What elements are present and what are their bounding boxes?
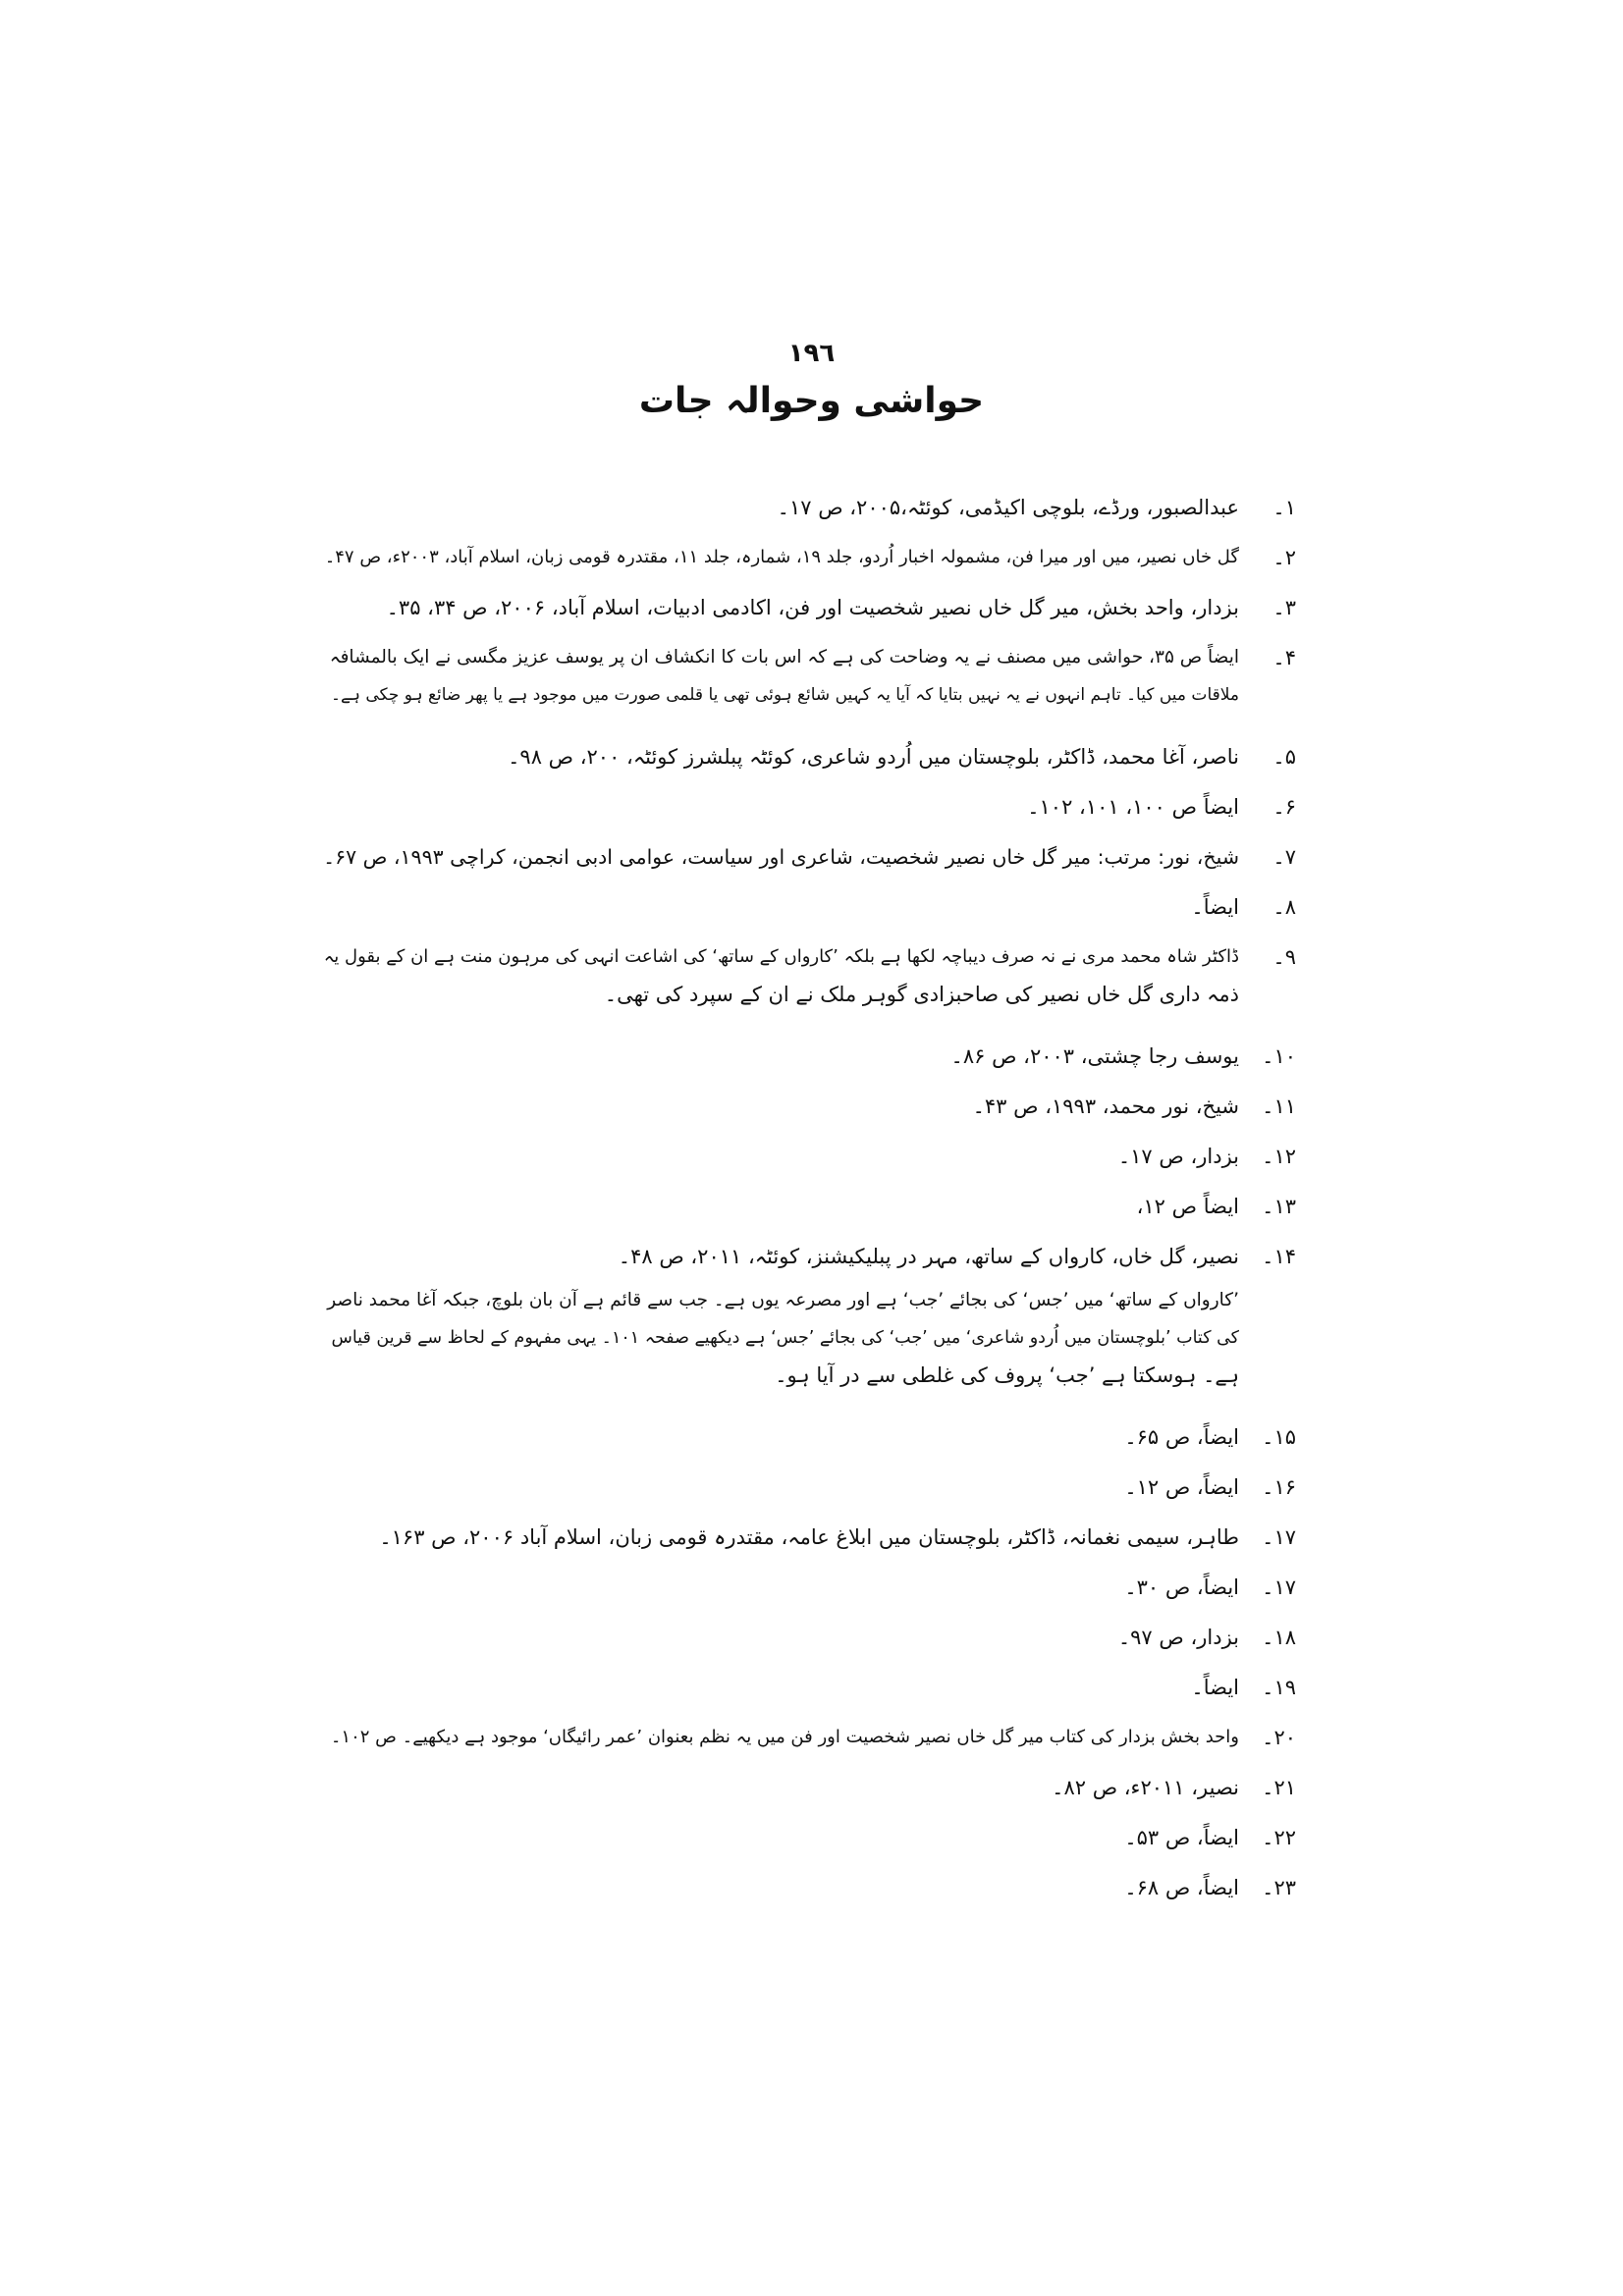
note-text-line: ملاقات میں کیا۔ تاہم انہوں نے یہ نہیں بتایا کہ آیا یہ کہیں شائع ہوئی تھی یا قلمی صورت میں موجود ہے یا پھر ضائع ہو چکی ہے۔ xyxy=(331,685,1239,705)
note-text: طاہر، سیمی نغمانہ، ڈاکٹر، بلوچستان میں ابلاغ عامہ، مقتدرہ قومی زبان، اسلام آباد ۲۰۰۶، ص ۱۶۳۔ xyxy=(379,1525,1239,1549)
note-continuation-line: کی کتاب ’بلوچستان میں اُردو شاعری‘ میں ’جب‘ کی بجائے ’جس‘ ہے دیکھیے صفحہ ۱۰۱۔ یہی مفہوم کے لحاظ سے قرین قیاس xyxy=(331,1328,1239,1348)
note-text: شیخ، نور محمد، ۱۹۹۳، ص ۴۳۔ xyxy=(972,1095,1239,1118)
note-number: ۳۔ xyxy=(1272,596,1296,619)
note-number: ۵۔ xyxy=(1272,745,1296,769)
note-number: ۱۸۔ xyxy=(1262,1626,1296,1649)
note-text: شیخ، نور: مرتب: میر گل خاں نصیر شخصیت، شاعری اور سیاست، عوامی ادبی انجمن، کراچی ۱۹۹۳، ص ۶۷۔ xyxy=(323,845,1239,869)
note-number: ۲۰۔ xyxy=(1262,1726,1296,1749)
note-number: ۹۔ xyxy=(1272,945,1296,969)
note-text: یوسف رجا چشتی، ۲۰۰۳، ص ۸۶۔ xyxy=(950,1044,1239,1068)
note-text: بزدار، ص ۱۷۔ xyxy=(1117,1145,1239,1168)
note-text-line: ایضاً ص ۳۵، حواشی میں مصنف نے یہ وضاحت کی ہے کہ اس بات کا انکشاف ان پر یوسف عزیز مگسی نے ایک بالمشافہ xyxy=(329,647,1239,667)
note-number: ۱۰۔ xyxy=(1262,1044,1296,1068)
note-text: بزدار، واحد بخش، میر گل خاں نصیر شخصیت اور فن، اکادمی ادبیات، اسلام آباد، ۲۰۰۶، ص ۳۴، ۳۵۔ xyxy=(386,596,1239,619)
note-text: ناصر، آغا محمد، ڈاکٹر، بلوچستان میں اُردو شاعری، کوئٹہ پبلشرز کوئٹہ، ۲۰۰، ص ۹۸۔ xyxy=(508,745,1239,769)
note-text: گل خاں نصیر، میں اور میرا فن، مشمولہ اخبار اُردو، جلد ۱۹، شمارہ، جلد ۱۱، مقتدرہ قومی زبان، اسلام آباد، ۲۰۰۳ء، ص ۴۷۔ xyxy=(324,547,1239,567)
note-text: ایضاً، ص ۳۰۔ xyxy=(1124,1575,1239,1599)
note-text: ایضاً، ص ۶۵۔ xyxy=(1124,1425,1239,1449)
note-text: ایضاً ص ۱۰۰، ۱۰۱، ۱۰۲۔ xyxy=(1027,795,1239,819)
note-number: ۴۔ xyxy=(1272,646,1296,669)
note-number: ۷۔ xyxy=(1272,845,1296,869)
note-number: ۸۔ xyxy=(1272,895,1296,919)
page-title: حواشی وحوالہ جات xyxy=(638,381,985,421)
note-number: ۱۷۔ xyxy=(1262,1525,1296,1549)
note-number: ۱۳۔ xyxy=(1262,1195,1296,1218)
note-continuation-line: ہے۔ ہوسکتا ہے ’جب‘ پروف کی غلطی سے در آیا ہو۔ xyxy=(775,1363,1239,1387)
note-text: عبدالصبور، ورڈے، بلوچی اکیڈمی، کوئٹہ،۲۰۰۵، ص ۱۷۔ xyxy=(777,496,1239,519)
note-number: ۱۱۔ xyxy=(1262,1095,1296,1118)
note-number: ۱۵۔ xyxy=(1262,1425,1296,1449)
note-number: ۲۔ xyxy=(1272,546,1296,569)
note-text: ایضاً، ص ۶۸۔ xyxy=(1124,1876,1239,1899)
note-number: ۲۳۔ xyxy=(1262,1876,1296,1899)
note-text: ایضاً، ص ۵۳۔ xyxy=(1124,1826,1239,1849)
note-text: ایضاً ص ۱۲، xyxy=(1136,1195,1239,1218)
note-text: بزدار، ص ۹۷۔ xyxy=(1117,1626,1239,1649)
note-number: ۱۔ xyxy=(1272,496,1296,519)
note-text: نصیر، گل خاں، کارواں کے ساتھ، مہر در پبلیکیشنز، کوئٹہ، ۲۰۱۱، ص ۴۸۔ xyxy=(618,1245,1239,1268)
note-number: ۲۱۔ xyxy=(1262,1776,1296,1799)
note-continuation-line: ’کارواں کے ساتھ‘ میں ’جس‘ کی بجائے ’جب‘ ہے اور مصرعہ یوں ہے۔ جب سے قائم ہے آن بان بلوچ، جبکہ آغا محمد ناصر xyxy=(327,1290,1239,1310)
note-number: ۲۲۔ xyxy=(1262,1826,1296,1849)
note-number: ۶۔ xyxy=(1272,795,1296,819)
note-number: ۱۷۔ xyxy=(1262,1575,1296,1599)
note-text: واحد بخش بزدار کی کتاب میر گل خاں نصیر شخصیت اور فن میں یہ نظم بعنوان ’عمر رائیگاں‘ موجود ہے دیکھیے۔ ص ۱۰۲۔ xyxy=(330,1727,1239,1747)
note-number: ۱۴۔ xyxy=(1262,1245,1296,1268)
note-text-line: ڈاکٹر شاہ محمد مری نے نہ صرف دیباچہ لکھا ہے بلکہ ’کارواں کے ساتھ‘ کی اشاعت انہی کی مرہون منت ہے ان کے بقول یہ xyxy=(323,946,1239,967)
note-number: ۱۹۔ xyxy=(1262,1676,1296,1699)
note-text: ایضاً۔ xyxy=(1191,895,1239,919)
note-number: ۱۶۔ xyxy=(1262,1475,1296,1499)
note-text: نصیر، ۲۰۱۱ء، ص ۸۲۔ xyxy=(1052,1776,1239,1799)
note-text-line: ذمہ داری گل خاں نصیر کی صاحبزادی گوہر ملک نے ان کے سپرد کی تھی۔ xyxy=(604,983,1239,1006)
note-number: ۱۲۔ xyxy=(1262,1145,1296,1168)
note-text: ایضاً، ص ۱۲۔ xyxy=(1124,1475,1239,1499)
page-number: ١٩٦ xyxy=(787,339,836,368)
note-text: ایضاً۔ xyxy=(1191,1676,1239,1699)
